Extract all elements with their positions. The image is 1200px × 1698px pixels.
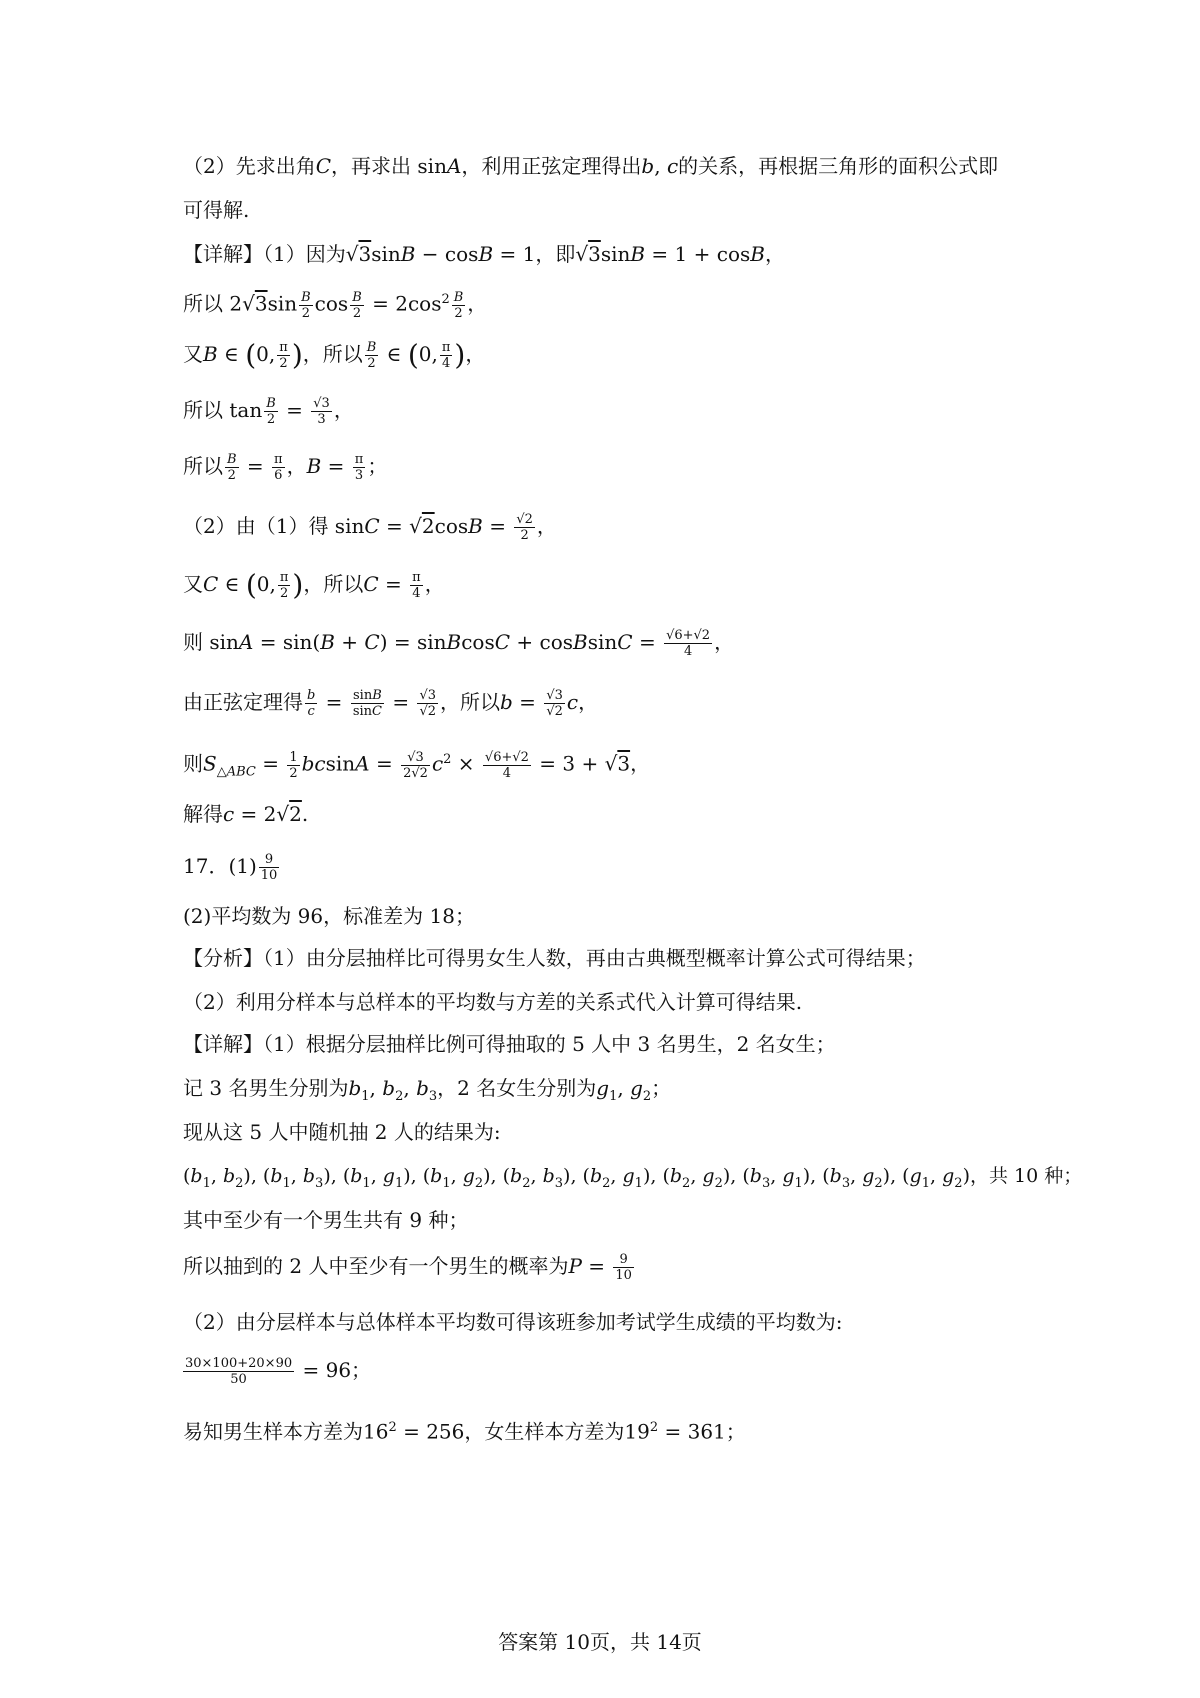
text-line-25: $\frac{30\times 100+20\times 90}{50}$ = 96； xyxy=(185,1356,372,1387)
text-line-15: (2)平均数为 96，标准差为 18； xyxy=(183,904,475,928)
page-footer: 答案第 10页，共 14页 xyxy=(498,1630,702,1654)
text-line-17: （2）利用分样本与总样本的平均数与方差的关系式代入计算可得结果. xyxy=(183,990,803,1014)
text-line-21: ($b_1$, $b_2$), ($b_1$, $b_3$), ($b_1$, $g_1$), ($b_1$, $g_2$), ($b_2$, $b_3$), ($b_2$, $g_1$), ($b_2$, $g_2$), ($b_3$, $g_1$), ($b_3$, $g_2$), ($g_1$, $g_2$)，共 10 种； xyxy=(183,1165,1083,1191)
text-line-14: 17．(1) $\frac{9}{10}$ xyxy=(183,852,278,883)
text-line-22: 其中至少有一个男生共有 9 种； xyxy=(183,1208,469,1232)
text-line-10: 则 sinA = sin(B + C) = sinBcosC + cosBsinC = $\frac{√6+√2}{4}$ ， xyxy=(183,628,735,659)
text-line-2: 可得解. xyxy=(183,198,250,222)
text-line-26: 易知男生样本方差为$16^2 = 256$，女生样本方差为$19^2 = 361$； xyxy=(183,1419,746,1444)
text-line-11: 由正弦定理得 $\frac{b}{c}$ = $\frac{\sin B}{\sin C}$ = $\frac{√3}{√2}$ ，所以b = $\frac{√3}{√2}$ c， xyxy=(183,688,599,719)
text-line-9: 又C ∈ (0, $\frac{\pi}{2}$ )，所以C = $\frac{\pi}{4}$ ， xyxy=(183,568,445,602)
text-line-5: 又B ∈ (0, $\frac{\pi}{2}$ )，所以 $\frac{B}{2}$ ∈ (0, $\frac{\pi}{4}$ )， xyxy=(183,338,486,372)
text-line-3: 【详解】（1）因为√3sinB − cosB = 1，即√3sinB = 1 + cosB， xyxy=(183,242,785,266)
text-line-13: 解得c = 2√2. xyxy=(183,802,309,826)
text-line-6: 所以 tan $\frac{B}{2}$ = $\frac{√3}{3}$ ， xyxy=(183,396,354,427)
text-line-12: 则$S_{\triangle ABC}$ = $\frac{1}{2}$ bcsinA = $\frac{√3}{2√2}$ $c^2$ × $\frac{√6+√2}{4}$ = 3 + √3， xyxy=(183,749,651,781)
text-line-18: 【详解】（1）根据分层抽样比例可得抽取的 5 人中 3 名男生，2 名女生； xyxy=(183,1032,836,1056)
text-line-23: 所以抽到的 2 人中至少有一个男生的概率为P = $\frac{9}{10}$ xyxy=(183,1252,632,1283)
text-line-4: 所以 2√3sin $\frac{B}{2}$ cos $\frac{B}{2}$ = $2\cos^2$ $\frac{B}{2}$ ， xyxy=(183,289,488,321)
text-line-19: 记 3 名男生分别为$b_1$, $b_2$, $b_3$，2 名女生分别为$g_1$, $g_2$； xyxy=(183,1076,672,1104)
text-line-8: （2）由（1）得 sinC = √2cosB = $\frac{√2}{2}$ ， xyxy=(183,512,557,543)
text-line-24: （2）由分层样本与总体样本平均数可得该班参加考试学生成绩的平均数为: xyxy=(183,1310,843,1334)
text-line-16: 【分析】（1）由分层抽样比可得男女生人数，再由古典概型概率计算公式可得结果； xyxy=(183,946,926,970)
text-line-20: 现从这 5 人中随机抽 2 人的结果为: xyxy=(183,1120,501,1144)
text-line-1: （2）先求出角C，再求出 sinA，利用正弦定理得出b, c的关系，再根据三角形的面积公式即 xyxy=(183,154,999,178)
text-line-7: 所以 $\frac{B}{2}$ = $\frac{\pi}{6}$ ，B = $\frac{\pi}{3}$ ； xyxy=(183,452,388,483)
